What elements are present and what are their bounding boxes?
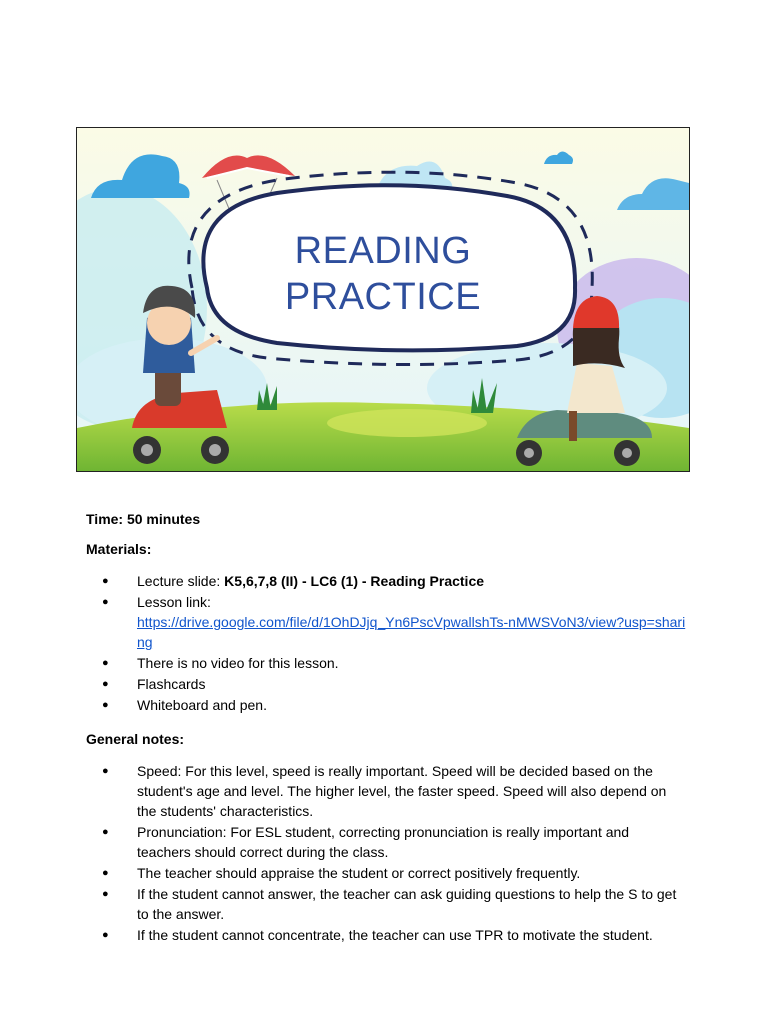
bullet-icon: ●: [102, 867, 109, 879]
note-item-text: The teacher should appraise the student or correct positively frequently.: [137, 865, 581, 881]
reading-practice-banner: [76, 127, 690, 472]
time-label: Time: 50 minutes: [86, 511, 201, 527]
bullet-icon: ●: [102, 678, 109, 690]
bullet-icon: ●: [102, 765, 109, 777]
general-notes-heading: General notes:: [86, 731, 185, 747]
banner-title: [77, 228, 689, 320]
banner-title-line1: READING: [294, 230, 472, 272]
material-item-text: Whiteboard and pen.: [137, 697, 267, 713]
bullet-icon: ●: [102, 575, 109, 587]
bullet-icon: ●: [102, 888, 109, 900]
note-item-text: If the student cannot concentrate, the teacher can use TPR to motivate the student.: [137, 927, 653, 943]
lecture-slide-prefix: Lecture slide:: [137, 573, 225, 589]
material-item-text: There is no video for this lesson.: [137, 655, 339, 671]
bullet-icon: ●: [102, 596, 109, 608]
banner-title-line2: PRACTICE: [284, 276, 482, 318]
list-item: [86, 674, 686, 694]
list-item: [86, 863, 686, 883]
list-item: [86, 884, 686, 924]
materials-heading: Materials:: [86, 541, 152, 557]
list-item: [86, 695, 686, 715]
note-item-text: Speed: For this level, speed is really important. Speed will be decided based on the student's age and level. The higher level, the faster speed. Speed will also depend on the students' characteristics.: [137, 763, 667, 819]
bullet-icon: ●: [102, 699, 109, 711]
note-item-text: If the student cannot answer, the teacher can ask guiding questions to help the S to get to the answer.: [137, 886, 677, 922]
bullet-icon: ●: [102, 657, 109, 669]
lecture-slide-name: K5,6,7,8 (II) - LC6 (1) - Reading Practice: [224, 573, 485, 589]
general-notes-list: [86, 761, 686, 945]
list-item: [86, 592, 686, 652]
list-item: [86, 822, 686, 862]
bullet-icon: ●: [102, 826, 109, 838]
list-item: [86, 653, 686, 673]
lesson-link-label: Lesson link:: [137, 594, 211, 610]
lesson-link[interactable]: https://drive.google.com/file/d/1OhDJjq_Yn6PscVpwallshTs-nMWSVoN3/view?usp=sharing: [137, 614, 686, 650]
list-item: [86, 761, 686, 821]
list-item: [86, 571, 686, 591]
material-item-text: Flashcards: [137, 676, 206, 692]
lesson-plan-body: [86, 509, 686, 959]
materials-list: [86, 571, 686, 715]
note-item-text: Pronunciation: For ESL student, correcting pronunciation is really important and teachers should correct during the class.: [137, 824, 630, 860]
bullet-icon: ●: [102, 929, 109, 941]
list-item: [86, 925, 686, 945]
